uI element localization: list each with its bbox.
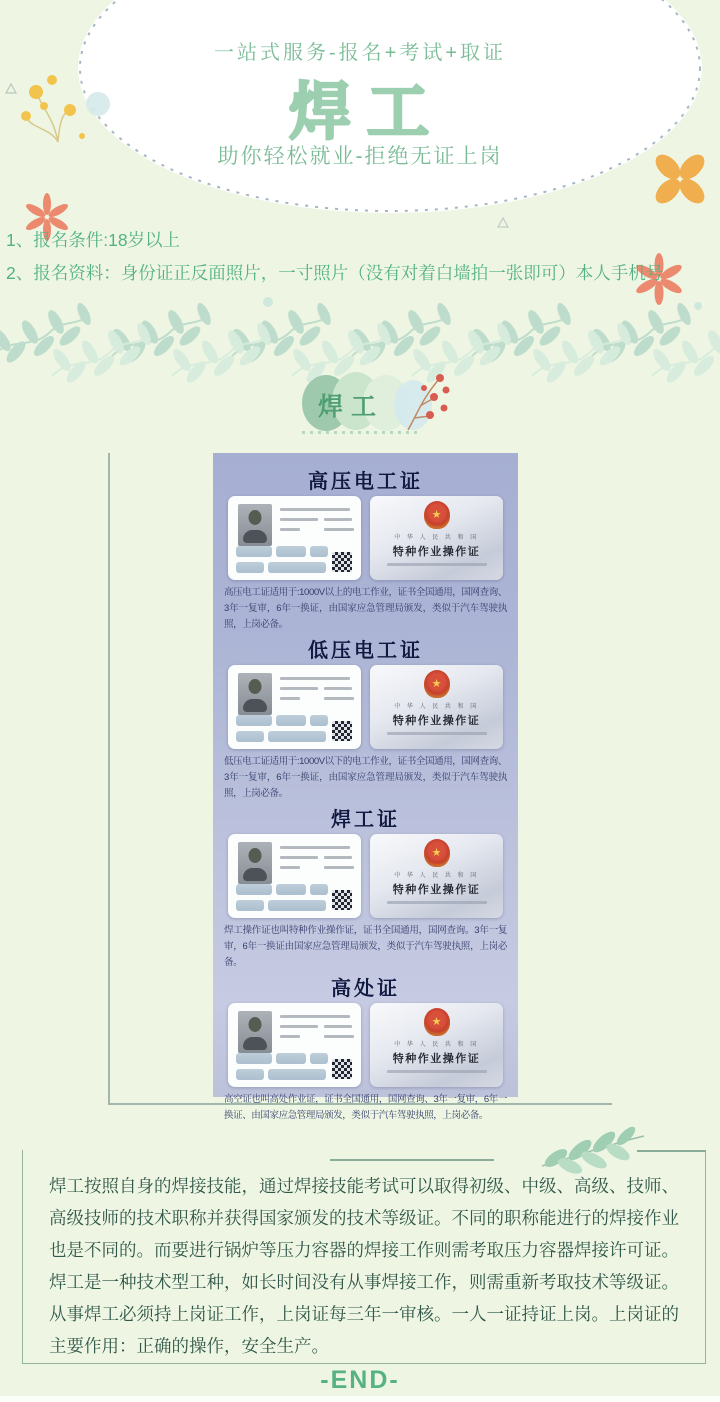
page-title: 焊工 — [288, 78, 445, 147]
card-country-label: 中 华 人 民 共 和 国 — [394, 535, 479, 541]
leaf-branch-icon — [536, 1116, 652, 1176]
qr-code — [332, 721, 352, 741]
card-country-label: 中 华 人 民 共 和 国 — [394, 704, 479, 710]
collage-frame-left-line — [108, 453, 110, 1105]
end-label: -END- — [320, 1366, 400, 1394]
note-line-2: 2、报名资料：身份证正反面照片，一寸照片（没有对着白墙拍一张即可）本人手机号 — [6, 263, 664, 283]
cert-description: 高压电工证适用于:1000V以上的电工作业，证书全国通用，国网查询、3年一复审，6年一换证，由国家应急管理局颁发，类似于汽车驾驶执照，上岗必备。 — [224, 587, 507, 630]
card-cert-title: 特种作业操作证 — [392, 1053, 481, 1065]
info-box — [22, 1150, 706, 1364]
cert-cards-row — [213, 496, 518, 580]
card-country-label: 中 华 人 民 共 和 国 — [394, 873, 479, 879]
cert-id-card — [228, 665, 361, 749]
cert-title: 高处证 — [331, 978, 400, 1000]
cert-title: 焊工证 — [331, 809, 400, 831]
qr-code — [332, 1059, 352, 1079]
cert-section-low-voltage — [213, 640, 518, 802]
card-footline — [387, 563, 487, 566]
national-emblem-icon: ★ — [424, 670, 450, 698]
national-emblem-icon: ★ — [424, 839, 450, 867]
info-paragraph-2: 焊工是一种技术型工种，如长时间没有从事焊接工作，则需重新考取技术等级证。从事焊工必须持上岗证工作，上岗证每三年一审核。一人一证持证上岗。上岗证的主要作用：正确的操作，安全生产。 — [49, 1272, 679, 1356]
berry-branch-icon — [398, 370, 456, 434]
header-tagline: 一站式服务-报名+考试+取证 — [213, 42, 507, 64]
info-text — [23, 1150, 705, 1362]
card-cert-title: 特种作业操作证 — [392, 715, 481, 727]
cert-id-card — [228, 496, 361, 580]
cert-cards-row — [213, 1003, 518, 1087]
cert-id-card — [228, 1003, 361, 1087]
id-photo — [238, 842, 272, 884]
id-photo — [238, 673, 272, 715]
leaf-vine-decoration — [0, 292, 720, 382]
cert-cards-row — [213, 834, 518, 918]
card-footline — [387, 732, 487, 735]
cert-operation-card — [370, 496, 503, 580]
enrollment-notes — [6, 224, 712, 290]
national-emblem-icon: ★ — [424, 1008, 450, 1036]
cert-operation-card — [370, 1003, 503, 1087]
badge-dotted-line — [302, 431, 420, 434]
cert-section-height — [213, 978, 518, 1124]
id-photo — [238, 1011, 272, 1053]
cert-section-welder — [213, 809, 518, 971]
cert-operation-card — [370, 665, 503, 749]
cert-description: 低压电工证适用于:1000V以下的电工作业，证书全国通用，国网查询、3年一复审，6年一换证，由国家应急管理局颁发，类似于汽车驾驶执照，上岗必备。 — [224, 756, 507, 799]
cert-operation-card — [370, 834, 503, 918]
cert-id-card — [228, 834, 361, 918]
cert-description: 高空证也叫高处作业证，证书全国通用，国网查询、3年一复审，6年一换证、由国家应急管理局颁发，类似于汽车驾驶执照，上岗必备。 — [224, 1094, 507, 1121]
cert-description: 焊工操作证也叫特种作业操作证，证书全国通用，国网查询。3年一复审，6年一换证由国家应急管理局颁发，类似于汽车驾驶执照，上岗必备。 — [224, 925, 507, 968]
qr-code — [332, 890, 352, 910]
qr-code — [332, 552, 352, 572]
id-photo — [238, 504, 272, 546]
card-footline — [387, 1070, 487, 1073]
cert-title: 高压电工证 — [308, 471, 423, 493]
cert-section-high-voltage — [213, 471, 518, 633]
info-box-top-center-line — [330, 1159, 494, 1161]
triangle-decoration-icon — [4, 82, 18, 96]
card-cert-title: 特种作业操作证 — [392, 546, 481, 558]
card-country-label: 中 华 人 民 共 和 国 — [394, 1042, 479, 1048]
header-subtitle: 助你轻松就业-拒绝无证上岗 — [217, 145, 503, 168]
card-footline — [387, 901, 487, 904]
note-line-1: 1、报名条件:18岁以上 — [6, 230, 181, 250]
cert-title: 低压电工证 — [308, 640, 423, 662]
section-badge-label: 焊工 — [318, 393, 385, 421]
info-paragraph-1: 焊工按照自身的焊接技能，通过焊接技能考试可以取得初级、中级、高级、技师、高级技师的技术职称并获得国家颁发的技术等级证。不同的职称能进行的焊接作业也是不同的。而要进行锅炉等压力容器的焊接工作则需考取压力容器焊接许可证。 — [49, 1176, 679, 1260]
national-emblem-icon: ★ — [424, 501, 450, 529]
cert-cards-row — [213, 665, 518, 749]
certificate-collage-image — [213, 453, 518, 1121]
orange-flower-icon — [646, 144, 714, 214]
yellow-flower-icon — [10, 48, 114, 148]
bottom-strip — [0, 1396, 720, 1402]
card-cert-title: 特种作业操作证 — [392, 884, 481, 896]
